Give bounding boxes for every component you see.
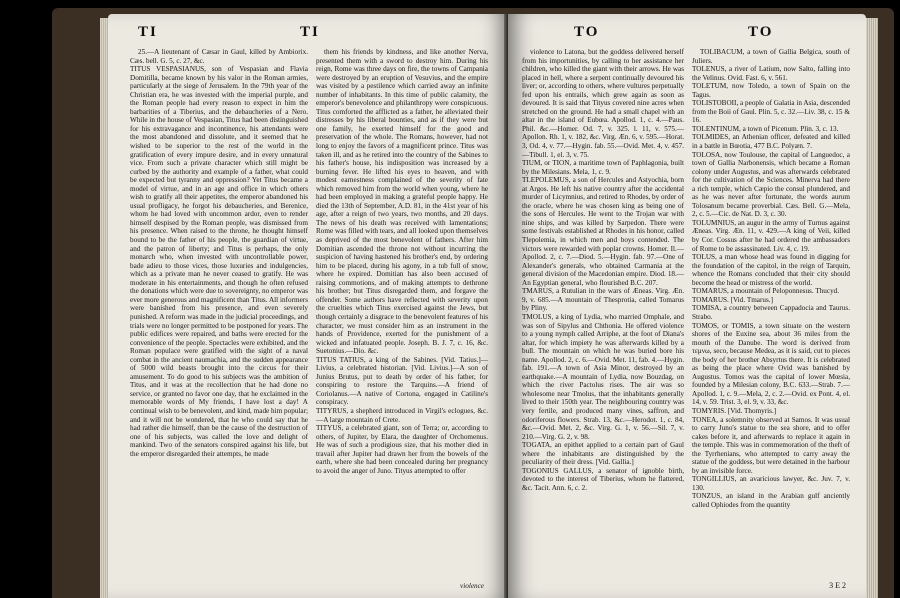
right-page (508, 14, 866, 598)
left-page-running-head-left: TI (138, 24, 158, 40)
column-text: violence to Latona, but the goddess delivered herself from his importunities, by calling to her assistance her children, who killed the giant with their arrows. He was placed in hell, where a serpent continually devoured his liver; or, according to others, where vultures perpetually fed upon his entrails, which grew again as soon as devoured. It is said that Tityus covered nine acres when stretched on the ground. He had a small chapel with an altar in the island of Eubœa. Apollod. 1, c. 4.—Paus. Phil. &c.—Homer. Od. 7, v. 325. l. 11, v. 575.—Apollon. Rh. 1, v. 182, &c. Virg. Æn. 6, v. 595.—Horat. 3, Od. 4, v. 77.—Hygin. fab. 55.—Ovid. Met. 4, v. 457.—Tibull. 1, el. 3, v. 75. TIUM, or TION, a maritime town of Paphlagonia, built by the Milesians. Mela, 1, c. 9. TLEPOLEMUS, a son of Hercules and Astyochia, born at Argos. He left his native country after the accidental murder of Licymnius, and retired to Rhodes, by order of the oracle, where he was chosen king as being one of the sons of Hercules. He went to the Trojan war with nine ships, and was killed by Sarpedon. There were some festivals established at Rhodes in his honor, called Tlepolemia, in which men and boys contended. The victors were rewarded with poplar crowns. Homer. Il.—Apollod. 2, c. 7.—Diod. 5.—Hygin. fab. 97.—One of Alexander's generals, who obtained Carmania at the general division of the Macedonian empire. Diod. 18.—An Egyptian general, who flourished B.C. 207. TMARUS, a Rutulian in the wars of Æneas. Virg. Æn. 9, v. 685.—A mountain of Thesprotia, called Tomarus by Pliny. TMOLUS, a king of Lydia, who married Omphale, and was son of Sipylus and Chthonia. He offered violence to a young nymph called Arriphe, at the foot of Diana's altar, for which impiety he was afterwards killed by a bull. The mountain on which he was buried bore his name. Apollod. 2, c. 6.—Ovid. Met. 11, fab. 4.—Hygin. fab. 191.—A town of Asia Minor, destroyed by an earthquake.—A mountain of Lydia, now Bouzdag, on which the river Pactolus rises. The air was so wholesome near Tmolus, that the inhabitants generally lived to their 150th year. The neighbouring country was very fertile, and produced many vines, saffron, and odoriferous flowers. Strab. 13, &c.—Herodot. 1, c. 84, &c.—Ovid. Met. 2, &c. Virg. G. 1, v. 56.—Sil. 7, v. 210.—Virg. G. 2, v. 98. TOGATA, an epithet applied to a certain part of Gaul where the inhabitants are distinguished by the peculiarity of their dress. [Vid. Gallia.] TOGONIUS GALLUS, a senator of ignoble birth, devoted to the interest of Tiberius, whom he flattered, &c. Tacit. Ann. 6, c. 2. (522, 48, 684, 492)
column-text: TOLIBACUM, a town of Gallia Belgica, south of Juliers. TOLENUS, a river of Latium, now Salto, falling into the Velinus. Ovid. Fast. 6, v. 561. TOLETUM, now Toledo, a town of Spain on the Tagus. TOLISTOBOII, a people of Galatia in Asia, descended from the Boii of Gaul. Plin. 5, c. 32.—Liv. 38, c. 15 & 16. TOLENTINUM, a town of Picenum. Plin. 3, c. 13. TOLMIDES, an Athenian officer, defeated and killed in a battle in Bœotia, 477 B.C. Polyæn. 7. TOLOSA, now Toulouse, the capital of Languedoc, a town of Gallia Narbonensis, which became a Roman colony under Augustus, and was afterwards celebrated for the cultivation of the Sciences. Minerva had there a rich temple, which Cæpio the consul plundered, and as he was never after fortunate, the words aurum Tolosanum became proverbial. Cæs. Bell. G.—Mela, 2, c. 5.—Cic. de Nat. D. 3, c. 30. TOLUMNIUS, an augur in the army of Turnus against Æneas. Virg. Æn. 11, v. 429.—A king of Veii, killed by Cor. Cossus after he had ordered the ambassadors of Rome to be assassinated. Liv. 4, c. 19. TOLUS, a man whose head was found in digging for the foundation of the capitol, in the reign of Tarquin, whence the Romans concluded that their city should become the head or mistress of the world. TOMARUS, a mountain of Peloponnesus. Thucyd. TOMARUS. [Vid. Tmarus.] TOMISA, a country between Cappadocia and Taurus. Strabo. TOMOS, or TOMIS, a town situate on the western shores of the Euxine sea, about 36 miles from the mouth of the Danube. The word is derived from τεμνω, seco, because Medea, as it is said, cut to pieces the body of her brother Absyrtus there. It is celebrated as being the place where Ovid was banished by Augustus. Tomos was the capital of lower Mœsia, founded by a Milesian colony, B.C. 633.—Strab. 7.—Apollod. 1, c. 9.—Mela, 2, c. 2.—Ovid. ex Pont. 4, el. 14, v. 59. Trist. 3, el. 9, v. 33, &c. TOMYRIS. [Vid. Thomyris.] TONEA, a solemnity observed at Samos. It was usual to carry Juno's statue to the sea shore, and to offer cakes before it, and afterwards to replace it again in the temple. This was in commemoration of the theft of the Tyrrhenians, who attempted to carry away the statue of the goddess, but were detained in the harbour by an invisible force. TONGILLIUS, an avaricious lawyer, &c. Juv. 7, v. 130. TONZUS, an island in the Arabian gulf anciently called Ophiodes from the quantity (692, 48, 851, 509)
column-text: 25.—A lieutenant of Cæsar in Gaul, killed by Ambiorix. Cæs. bell. G. 5, c. 27, &c. TITUS VESPASIANUS, son of Vespasian and Flavia Domitilla, became known by his valor in the Roman armies, particularly at the siege of Jerusalem. In the 79th year of the Christian era, he was invested with the imperial purple, and the Roman people had every reason to expect in him the barbarities of a Tiberius, and the debaucheries of a Nero. While in the house of Vespasian, Titus had been distinguished for his extravagance and incontinence, his attendants were the most abandoned and dissolute, and it seemed that he wished to be superior to the rest of the world in the gratification of every impure desire, and in every unnatural vice. From such a private character which still might be curbed by the authority and example of a father, what could be expected but tyranny and oppression? Yet Titus became a model of virtue, and in an age and office in which others wish to gratify all their appetites, the emperor abandoned his usual profligacy, he forgot his debaucheries, and Berenice, whom he had loved with uncommon ardor, even to render himself despised by the Roman people, was dismissed from his presence. When raised to the throne, he thought himself bound to be the father of his people, the guardian of virtue, and the patron of liberty; and Titus is perhaps, the only monarch who, when invested with uncontrollable power, bade adieu to those vices, those luxuries and indulgencies, which as a private man he never ceased to gratify. He was moderate in his entertainments, and though he often refused the donations which were due to sovereignty, no emperor was ever more generous and magnificent than Titus. All informers were banished from his presence, and even severely punished. A reform was made in the judicial proceedings, and trials were no longer permitted to be postponed for years. The public edifices were repaired, and baths were erected for the convenience of the people. Spectacles were exhibited, and the Roman populace were gratified with the sight of a naval combat in the ancient naumachia, and the sudden appearance of 5000 wild beasts brought into the circus for their amusement. To do good to his subjects was the ambition of Titus, and it was at the recollection that he had done no service, or granted no favor one day, that he exclaimed in the memorable words of My friends, I have lost a day! A continual wish to be benevolent, and kind, made him popular; and it will not be wondered, that he who could say that he had rather die himself, than be the cause of the destruction of one of his subjects, was called the love and delight of mankind. Two of the senators conspired against his life, but the emperor disregarded their attempts, he made (130, 48, 309, 458)
left-page (108, 14, 508, 598)
signature-mark: 3 E 2 (829, 581, 846, 590)
open-book (52, 4, 894, 598)
right-page-running-head-left: TO (574, 24, 600, 40)
catchword: violence (460, 582, 484, 590)
left-page-running-head-right: TI (300, 24, 320, 40)
right-page-column-1 (522, 48, 684, 492)
left-page-column-2 (316, 48, 488, 475)
page-edges-right (864, 18, 878, 598)
left-page-column-1 (130, 48, 308, 458)
right-page-running-head-right: TO (748, 24, 774, 40)
right-page-column-2 (692, 48, 850, 510)
column-text: them his friends by kindness, and like another Nerva, presented them with a sword to destroy him. During his reign, Rome was three days on fire, the towns of Campania were destroyed by an eruption of Vesuvius, and the empire was visited by a pestilence which carried away an infinite number of inhabitants. In this time of public calamity, the emperor's benevolence and philanthropy were conspicuous. Titus comforted the afflicted as a father, he alleviated their distresses by his liberal bounties, and as if they were but one family, he exerted himself for the good and preservation of the whole. The Romans, however, had not long to enjoy the favors of a magnificent prince. Titus was taken ill, and as he retired into the country of the Sabines to his father's house, his indisposition was increased by a burning fever. He lifted his eyes to heaven, and with modest earnestness complained of the severity of fate which removed him from the world when young, where he had been employed in making a grateful people happy. He died the 13th of September, A.D. 81, in the 41st year of his age, after a reign of two years, two months, and 20 days. The news of his death was received with lamentations; Rome was filled with tears, and all looked upon themselves as deprived of the most benevolent of fathers. After him Domitian ascended the throne not without incurring the suspicion of having hastened his brother's end, by ordering him to be placed, during his agony, in a tub full of snow, where he expired. Domitian has also been accused of raising commotions, and of making attempts to dethrone his brother; but Titus disregarded them, and forgave the offender. Some authors have reflected with severity upon the cruelties which Titus exercised against the Jews, but though certainly a disgrace to the benevolent features of his character, we must consider him as an instrument in the hands of Providence, exerted for the punishment of a wicked and infatuated people. Joseph. B. J. 7, c. 16, &c. Suetonius.—Dio. &c. TITUS TATIUS, a king of the Sabines. [Vid. Tatius.]—Livius, a celebrated historian. [Vid. Livius.]—A son of Junius Brutus, put to death by order of his father, for conspiring to restore the Tarquins.—A friend of Coriolanus.—A native of Cortona, engaged in Catiline's conspiracy. TITYRUS, a shepherd introduced in Virgil's eclogues, &c.—A large mountain of Crete. TITYUS, a celebrated giant, son of Terra; or, according to others, of Jupiter, by Elara, the daughter of Orchomenus. He was of such a prodigious size, that his mother died in travail after Jupiter had drawn her from the bowels of the earth, where she had been concealed during her pregnancy to avoid the anger of Juno. Tityus attempted to offer (316, 48, 488, 475)
